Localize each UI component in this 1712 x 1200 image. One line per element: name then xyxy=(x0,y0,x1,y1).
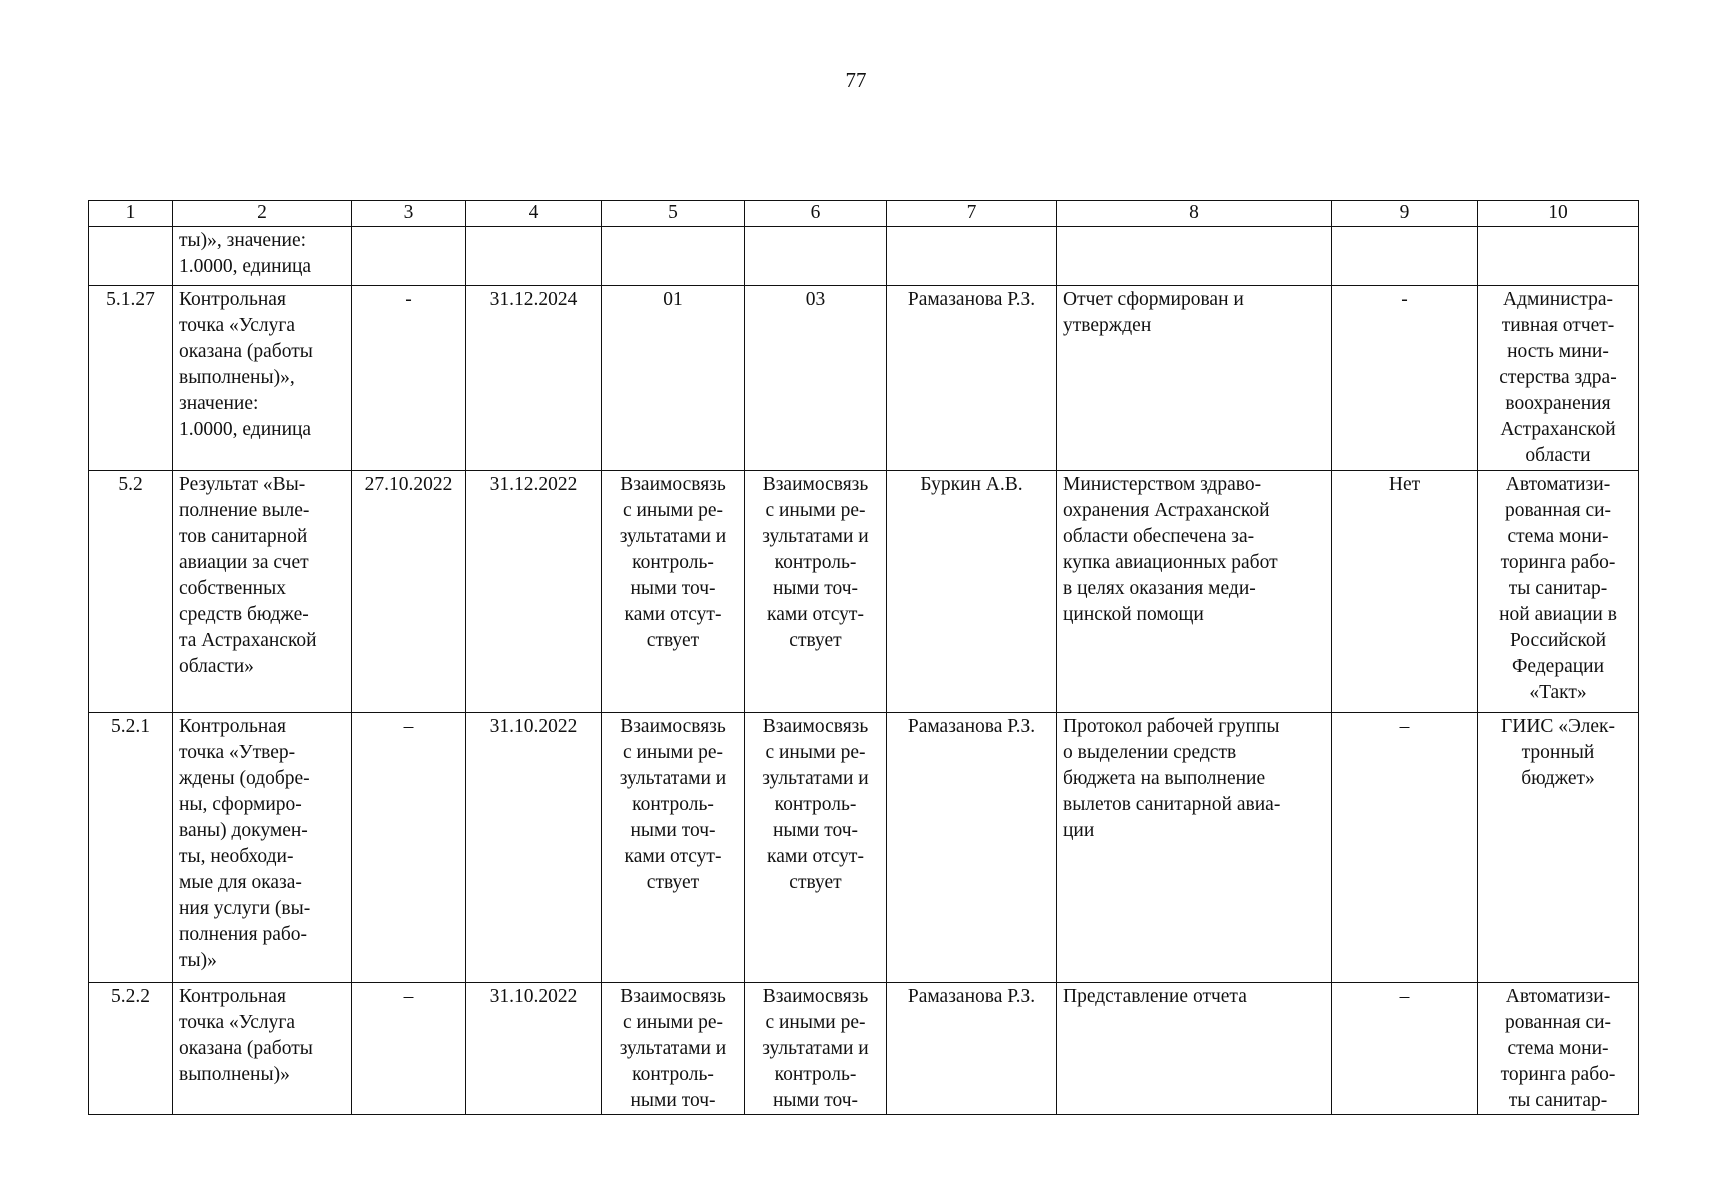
cell-description: Контрольная точка «Услуга оказана (работы выполнены)», значение: 1.0000, единица xyxy=(173,286,352,471)
cell-info-system: Автоматизи- рованная си- стема мони- торинга рабо- ты санитар- ной авиации в Российской Федерации «Такт» xyxy=(1478,471,1639,713)
cell-responsible xyxy=(887,227,1057,286)
cell-link-5 xyxy=(602,227,745,286)
column-header-10: 10 xyxy=(1478,201,1639,227)
column-header-2: 2 xyxy=(173,201,352,227)
cell-responsible: Рамазанова Р.З. xyxy=(887,286,1057,471)
cell-end-date: 31.10.2022 xyxy=(466,713,602,983)
cell-col-9: – xyxy=(1332,983,1478,1115)
cell-start-date: - xyxy=(352,286,466,471)
cell-description: Контрольная точка «Утвер- ждены (одобре- ны, сформиро- ваны) докумен- ты, необходи- мые для оказа- ния услуги (вы- полнения рабо- ты)» xyxy=(173,713,352,983)
cell-info-system: ГИИС «Элек- тронный бюджет» xyxy=(1478,713,1639,983)
cell-start-date: – xyxy=(352,983,466,1115)
page-number: 77 xyxy=(845,68,867,92)
cell-responsible: Буркин А.В. xyxy=(887,471,1057,713)
cell-description: Контрольная точка «Услуга оказана (работы выполнены)» xyxy=(173,983,352,1115)
cell-number xyxy=(89,227,173,286)
column-header-8: 8 xyxy=(1057,201,1332,227)
column-header-1: 1 xyxy=(89,201,173,227)
cell-info-system: Автоматизи- рованная си- стема мони- торинга рабо- ты санитар- xyxy=(1478,983,1639,1115)
cell-link-6: 03 xyxy=(745,286,887,471)
cell-result xyxy=(1057,227,1332,286)
column-header-3: 3 xyxy=(352,201,466,227)
cell-result: Отчет сформирован и утвержден xyxy=(1057,286,1332,471)
cell-end-date xyxy=(466,227,602,286)
cell-result: Министерством здраво- охранения Астраханской области обеспечена за- купка авиационных работ в целях оказания меди- цинской помощи xyxy=(1057,471,1332,713)
column-header-7: 7 xyxy=(887,201,1057,227)
cell-link-5: Взаимосвязь с иными ре- зультатами и контроль- ными точ- ками отсут- ствует xyxy=(602,471,745,713)
cell-responsible: Рамазанова Р.З. xyxy=(887,983,1057,1115)
cell-result: Представление отчета xyxy=(1057,983,1332,1115)
cell-link-6: Взаимосвязь с иными ре- зультатами и контроль- ными точ- xyxy=(745,983,887,1115)
cell-description: ты)», значение: 1.0000, единица xyxy=(173,227,352,286)
cell-link-6 xyxy=(745,227,887,286)
cell-link-5: Взаимосвязь с иными ре- зультатами и контроль- ными точ- xyxy=(602,983,745,1115)
cell-number: 5.1.27 xyxy=(89,286,173,471)
column-header-6: 6 xyxy=(745,201,887,227)
cell-link-6: Взаимосвязь с иными ре- зультатами и контроль- ными точ- ками отсут- ствует xyxy=(745,713,887,983)
cell-end-date: 31.10.2022 xyxy=(466,983,602,1115)
cell-link-5: Взаимосвязь с иными ре- зультатами и контроль- ными точ- ками отсут- ствует xyxy=(602,713,745,983)
cell-link-6: Взаимосвязь с иными ре- зультатами и контроль- ными точ- ками отсут- ствует xyxy=(745,471,887,713)
cell-col-9: – xyxy=(1332,713,1478,983)
cell-number: 5.2.1 xyxy=(89,713,173,983)
cell-link-5: 01 xyxy=(602,286,745,471)
cell-start-date: 27.10.2022 xyxy=(352,471,466,713)
column-header-9: 9 xyxy=(1332,201,1478,227)
cell-end-date: 31.12.2022 xyxy=(466,471,602,713)
cell-col-9: Нет xyxy=(1332,471,1478,713)
cell-number: 5.2 xyxy=(89,471,173,713)
table-row-5-1-27 xyxy=(89,286,1639,471)
table-row-5-2 xyxy=(89,471,1639,713)
cell-result: Протокол рабочей группы о выделении средств бюджета на выполнение вылетов санитарной авиа- ции xyxy=(1057,713,1332,983)
cell-col-9: - xyxy=(1332,286,1478,471)
cell-responsible: Рамазанова Р.З. xyxy=(887,713,1057,983)
cell-start-date: – xyxy=(352,713,466,983)
column-header-5: 5 xyxy=(602,201,745,227)
cell-number: 5.2.2 xyxy=(89,983,173,1115)
table-row-5-2-1 xyxy=(89,713,1639,983)
cell-start-date xyxy=(352,227,466,286)
cell-info-system: Администра- тивная отчет- ность мини- стерства здра- воохранения Астраханской области xyxy=(1478,286,1639,471)
table-row-continuation xyxy=(89,227,1639,286)
cell-col-9 xyxy=(1332,227,1478,286)
table-row-5-2-2 xyxy=(89,983,1639,1115)
cell-info-system xyxy=(1478,227,1639,286)
plan-table xyxy=(88,200,1639,1115)
header-row xyxy=(89,201,1639,227)
cell-end-date: 31.12.2024 xyxy=(466,286,602,471)
cell-description: Результат «Вы- полнение выле- тов санитарной авиации за счет собственных средств бюдже- та Астраханской области» xyxy=(173,471,352,713)
column-header-4: 4 xyxy=(466,201,602,227)
